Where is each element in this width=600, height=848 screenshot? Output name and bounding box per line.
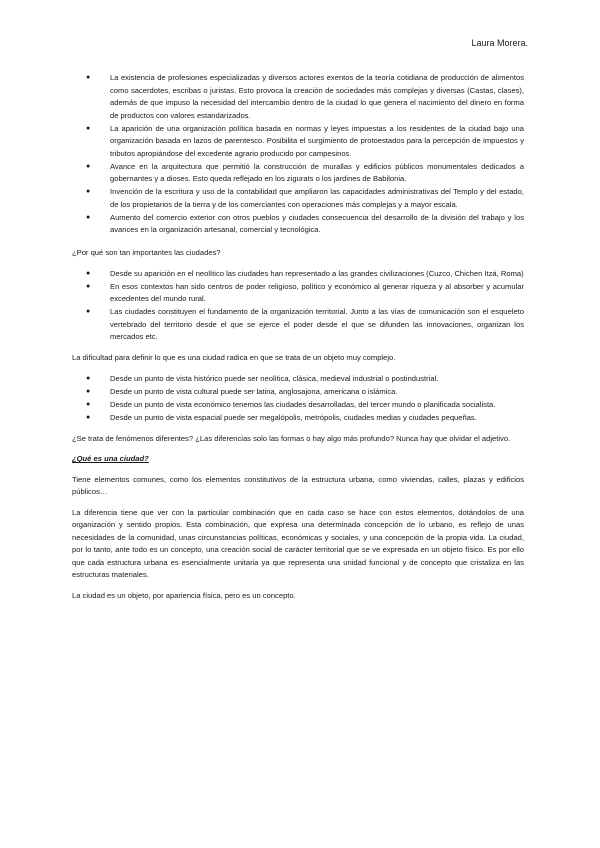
bullet-icon: ● [86,188,91,195]
bullet-icon: ● [86,282,91,290]
list-item: ● En esos contextos han sido centros de poder religioso, político y económico al generar riqueza y al absorber y acumular excedentes del mundo rural. [86,281,524,303]
bullet-list-importance [72,268,524,344]
paragraph-questions: ¿Se trata de fenómenos diferentes? ¿Las diferencias solo las formas o hay algo más profundo? Nunca hay que olvidar el adjetivo. [72,433,511,443]
list-item: ● Avance en la arquitectura que permitió la construcción de murallas y edificios públicos monumentales dedicados a gobernantes y a dioses. Esto queda reflejado en los zigurats o los jardines de Babilonia. [86,161,524,183]
bullet-icon: ● [86,74,91,81]
bullet-icon: ● [86,269,91,277]
paragraph-common-elements: Tiene elementos comunes, como los elementos constitutivos de la estructura urbana, como viviendas, calles, plazas y edificios públicos… [72,474,524,496]
author-name: Laura Morera. [471,38,528,48]
list-item: ● Las ciudades constituyen el fundamento de la organización territorial. Junto a las vías de comunicación son el esqueleto vertebrado del territorio desde el que se ejerce el poder desde el que se difunden las innovaciones, organizan los mercados etc. [86,307,524,341]
bullet-icon: ● [86,374,91,382]
paragraph-difficulty: La dificultad para definir lo que es una ciudad radica en que se trata de un objeto muy complejo. [72,353,396,362]
list-item: ● Desde su aparición en el neolítico las ciudades han representado a las grandes civilizaciones (Cuzco, Chichen Itzá, Roma) [72,268,524,281]
bullet-icon: ● [86,162,91,170]
bullet-icon: ● [86,213,91,221]
list-item: ● Aumento del comercio exterior con otros pueblos y ciudades consecuencia del desarrollo de la división del trabajo y los avances en la organización artesanal, comercial y tecnológica. [86,212,524,234]
paragraph-conclusion: La ciudad es un objeto, por apariencia física, pero es un concepto. [72,590,296,600]
bullet-list-features [72,72,524,237]
list-item: ● Desde un punto de vista cultural puede ser latina, anglosajona, americana o islámica. [72,386,524,399]
paragraph-difference: La diferencia tiene que ver con la particular combinación que en cada caso se hace con estos elementos, dotándolos de una organización y sentido propios. Esta combinación, que expresa una determinada concepción de lo urbano, es reflejo de unas necesidades de la comunidad, unas circunstancias políticas, económicas y sociales, y una concepción de la propia vida. La ciudad, por lo tanto, ante todo es un concepto, una creación social de carácter territorial que se ve expresada en un objeto físico. Es por ello que cada estructura urbana es esencialmente unitaria ya que representa una unidad funcional y de concepto que cristaliza en las estructuras materiales. [72,507,524,579]
list-item: ● La existencia de profesiones especializadas y diversos actores exentos de la teoría cotidiana de producción de alimentos como sacerdotes, escribas o juristas. Esto provoca la creación de sociedades más complejas y diversas (Castas, clases), además de que impuso la necesidad del intercambio dentro de la ciudad lo que genera el nacimiento del dinero en forma de productos con valores estandarizados. [86,73,524,120]
document-body [72,72,524,602]
bullet-icon: ● [86,387,91,395]
list-item: ● La aparición de una organización política basada en normas y leyes impuestas a los residentes de la ciudad bajo una organización basada en lazos de parentesco. Posibilita el surgimiento de protoestados para la percepción de impuestos y tributos apropiándose del excedente agrario producido por campesinos. [86,123,524,158]
list-item: ● Invención de la escritura y uso de la contabilidad que ampliaron las capacidades administrativas del Templo y del estado, de los propietarios de la tierra y de los comerciantes con operaciones más complejas y a mayor escala. [86,187,524,209]
bullet-icon: ● [86,413,91,421]
bullet-list-viewpoints [72,373,524,425]
bullet-icon: ● [86,124,91,132]
list-item: ● Desde un punto de vista histórico puede ser neolítica, clásica, medieval industrial o postindustrial. [72,373,524,386]
bullet-icon: ● [86,400,91,408]
section-heading-what-is-city: ¿Qué es una ciudad? [72,454,149,463]
bullet-icon: ● [86,308,91,315]
list-item: ● Desde un punto de vista económico tenemos las ciudades desarrolladas, del tercer mundo o planificada socialista. [72,399,524,412]
question-importance: ¿Por qué son tan importantes las ciudades? [72,248,221,257]
list-item: ● Desde un punto de vista espacial puede ser megalópolis, metrópolis, ciudades medias y ciudades pequeñas. [72,412,524,425]
